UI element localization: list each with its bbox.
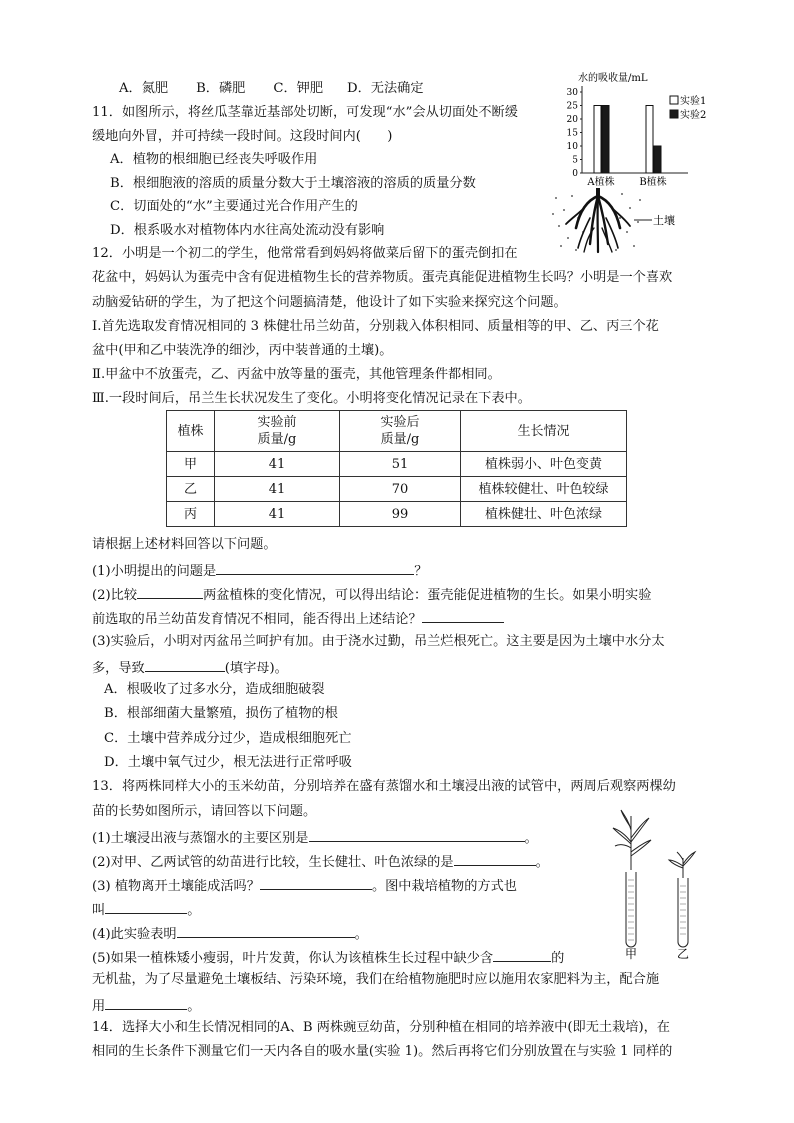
q11-option-a: A．植物的根细胞已经丧失呼吸作用	[110, 152, 318, 167]
header-plant: 植株	[167, 411, 215, 452]
q13-answer-5b-blank[interactable]	[105, 995, 187, 1010]
y-tick-label: 5	[572, 155, 578, 166]
q12-part-2a: (2)比较 两盆植株的变化情况，可以得出结论：蛋壳能促进植物的生长。如果小明实验	[92, 584, 651, 605]
tube-label-jia: 甲	[625, 947, 638, 960]
soil-label: 土壤	[653, 214, 675, 227]
q12-step-2: Ⅱ.甲盆中不放蛋壳，乙、丙盆中放等量的蛋壳，其他管理条件都相同。	[92, 367, 501, 382]
header-growth: 生长情况	[461, 411, 627, 452]
table-row: 丙 41 99 植株健壮、叶色浓绿	[167, 502, 627, 527]
q11-option-d: D．根系吸水对植物体内水往高处流动没有影响	[110, 223, 385, 238]
table-row: 甲 41 51 植株弱小、叶色变黄	[167, 452, 627, 477]
q14-line-2: 相同的生长条件下测量它们一天内各自的吸水量(实验 1)。然后再将它们分别放置在与实验 1 同样的	[92, 1044, 673, 1059]
bar-a-series-2	[602, 106, 609, 174]
q10-option-d: D．无法确定	[347, 81, 424, 96]
category-label: B植株	[639, 177, 667, 188]
header-before: 实验前 质量/g	[215, 411, 340, 452]
q12-instructions: 请根据上述材料回答以下问题。	[92, 537, 277, 552]
q13-part-5b: 无机盐，为了尽量避免土壤板结、污染环境，我们在给植物施肥时应以施用农家肥料为主，配合施	[92, 972, 660, 987]
y-tick-label: 10	[566, 142, 578, 152]
q13-answer-1-blank[interactable]	[309, 827, 525, 842]
q13-part-3b: 叫 。	[92, 899, 200, 920]
plant-growth-table	[166, 410, 627, 527]
q12-option-c: C．土壤中营养成分过少，造成根细胞死亡	[104, 731, 352, 746]
q13-answer-3b-blank[interactable]	[105, 899, 187, 914]
y-tick-label: 0	[572, 169, 578, 179]
category-label: A植株	[587, 177, 615, 188]
q12-answer-2b-blank[interactable]	[422, 608, 504, 623]
y-tick-label: 15	[566, 128, 578, 139]
weak-seedling	[669, 852, 695, 878]
q13-answer-3-blank[interactable]	[260, 875, 372, 890]
tube-label-yi: 乙	[677, 947, 690, 960]
q13-answer-5-blank[interactable]	[493, 947, 551, 962]
bar-a-series-1	[594, 106, 601, 174]
q11-option-c: C．切面处的“水”主要通过光合作用产生的	[110, 199, 358, 214]
q11-stem-2: 缓地向外冒，并可持续一段时间。这段时间内( )	[92, 129, 393, 144]
root-system	[566, 188, 630, 252]
y-tick-label: 25	[566, 101, 578, 112]
test-tube-figure	[605, 808, 705, 960]
chart-legend	[670, 94, 706, 121]
y-tick-label: 20	[566, 115, 578, 125]
legend-label: 实验2	[680, 110, 707, 121]
tube-yi	[678, 878, 688, 947]
bar-b-series-2	[654, 146, 661, 173]
q12-answer-1-blank[interactable]	[216, 560, 414, 575]
q12-line-3: 动脑爱钻研的学生，为了把这个问题搞清楚，他设计了如下实验来探究这个问题。	[92, 295, 567, 310]
q13-part-1: (1)土壤浸出液与蒸馏水的主要区别是 。	[92, 827, 538, 848]
q10-option-c: C．钾肥	[273, 81, 324, 96]
q12-part-1: (1)小明提出的问题是 ？	[92, 560, 427, 581]
q13-stem-2: 苗的长势如图所示，请回答以下问题。	[92, 804, 317, 819]
q12-line-2: 花盆中，妈妈认为蛋壳中含有促进植物生长的营养物质。蛋壳真能促进植物生长吗？小明是一个喜欢	[92, 270, 673, 285]
table-row: 乙 41 70 植株较健壮、叶色较绿	[167, 477, 627, 502]
header-after: 实验后 质量/g	[340, 411, 461, 452]
q12-option-a: A．根吸收了过多水分，造成细胞破裂	[104, 682, 325, 697]
q13-answer-4-blank[interactable]	[177, 923, 355, 938]
q10-option-a: A．氮肥	[119, 81, 169, 96]
q13-part-2: (2)对甲、乙两试管的幼苗进行比较，生长健壮、叶色浓绿的是 。	[92, 851, 549, 872]
legend-label: 实验1	[680, 96, 707, 107]
q12-step-1a: Ⅰ.首先选取发育情况相同的 3 株健壮吊兰幼苗，分别栽入体积相同、质量相等的甲、乙、丙三个花	[92, 319, 659, 334]
q12-line-1: 12．小明是一个初二的学生，他常常看到妈妈将做菜后留下的蛋壳倒扣在	[92, 246, 518, 261]
q13-part-4: (4)此实验表明 。	[92, 923, 368, 944]
bar-b-series-1	[646, 106, 653, 174]
tube-jia	[626, 872, 636, 947]
legend-swatch	[670, 96, 678, 104]
q12-option-d: D．土壤中氧气过少，根无法进行正常呼吸	[104, 755, 352, 770]
table-header-row	[167, 411, 627, 452]
q10-options	[119, 80, 424, 98]
root-in-soil-figure	[550, 188, 690, 256]
q12-part-3b: 多，导致 (填字母)。	[92, 657, 288, 678]
q12-answer-2-blank[interactable]	[137, 584, 203, 599]
legend-swatch	[670, 110, 678, 118]
q12-option-b: B．根部细菌大量繁殖，损伤了植物的根	[104, 706, 338, 721]
q13-answer-2-blank[interactable]	[454, 851, 536, 866]
q12-step-3: Ⅲ.一段时间后，吊兰生长状况发生了变化。小明将变化情况记录在下表中。	[92, 391, 531, 406]
q11-stem-1: 11．如图所示，将丝瓜茎靠近基部处切断，可发现“水”会从切面处不断缓	[92, 105, 518, 120]
q14-line-1: 14．选择大小和生长情况相同的A、B 两株豌豆幼苗，分别种植在相同的培养液中(即无土栽培)，在	[92, 1020, 670, 1035]
q13-part-5a: (5)如果一植株矮小瘦弱，叶片发黄，你认为该植株生长过程中缺少含 的	[92, 947, 564, 968]
q11-option-b: B．根细胞液的溶质的质量分数大于土壤溶液的溶质的质量分数	[110, 176, 476, 191]
q12-answer-3-blank[interactable]	[145, 657, 225, 672]
q10-option-b: B．磷肥	[196, 81, 246, 96]
q13-stem-1: 13．将两株同样大小的玉米幼苗，分别培养在盛有蒸馏水和土壤浸出液的试管中，两周后观察两棵幼	[92, 779, 676, 794]
healthy-seedling	[613, 810, 651, 870]
q13-part-3a: (3) 植物离开土壤能成活吗？ 。图中栽培植物的方式也	[92, 875, 517, 896]
y-tick-label: 30	[566, 88, 578, 98]
q12-part-2b: 前选取的吊兰幼苗发育情况不相同，能否得出上述结论？	[92, 608, 504, 629]
chart-ylabel: 水的吸收量/mL	[578, 73, 648, 84]
q12-step-1b: 盆中(甲和乙中装洗净的细沙，丙中装普通的土壤)。	[92, 343, 393, 358]
q13-part-5c: 用 。	[92, 995, 200, 1016]
q12-part-3a: (3)实验后，小明对丙盆吊兰呵护有加。由于浇水过勤，吊兰烂根死亡。这主要是因为土壤中水分太	[92, 634, 665, 649]
water-absorption-chart	[550, 70, 720, 190]
